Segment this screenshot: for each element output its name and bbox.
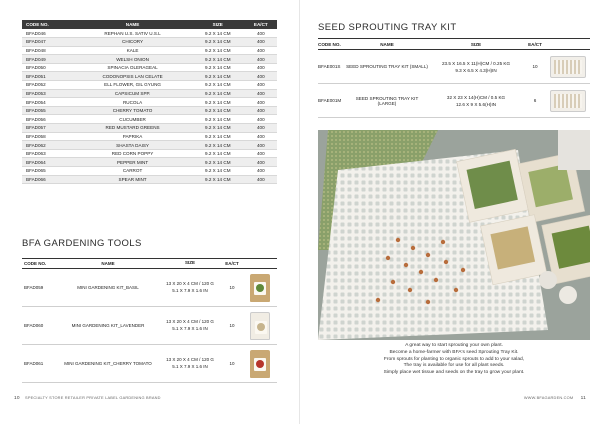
caption-line: A great way to start sprouting your own plant.	[405, 343, 503, 348]
tray-thumbnail	[546, 56, 590, 78]
tray-header-code: CODE NO.	[318, 41, 341, 47]
website-text: WWW.BFAGARDEN.COM	[523, 395, 574, 400]
tray-header-name: NAME	[380, 41, 394, 47]
tool-size-metric: 13 X 20 X 4 CM / 120 G	[166, 281, 214, 286]
seed-name: SPEAR MINT	[74, 175, 191, 184]
tool-row	[22, 307, 277, 345]
seed-ea: 400	[245, 38, 277, 47]
seed-ea: 400	[245, 158, 277, 167]
seed-row	[22, 132, 277, 141]
right-page-number: 11	[580, 396, 586, 401]
seed-row	[22, 98, 277, 107]
seed-table-header	[22, 20, 277, 29]
tray-name: SEED SPROUTING TRAY KIT (LARGE)	[355, 95, 419, 106]
seed-table-body	[22, 29, 277, 184]
seed-ea: 400	[245, 63, 277, 72]
pouch-icon	[250, 350, 270, 378]
seed-ea: 400	[245, 98, 277, 107]
seed-size: 9.2 X 14 CM	[191, 158, 245, 167]
tray-ea: 10	[532, 64, 538, 69]
tray-size	[428, 60, 524, 74]
seed-name: RED MUSTARD GREENS	[74, 124, 191, 133]
left-page-number: 10	[14, 396, 20, 401]
tool-row	[22, 269, 277, 307]
left-footer	[14, 395, 161, 401]
seed-code: BFAD052	[22, 81, 74, 90]
seed-name: RUCOLA	[74, 98, 191, 107]
tools-header-code: CODE NO.	[24, 261, 47, 266]
header-size: SIZE	[191, 20, 245, 29]
seed-code: BFAD057	[22, 124, 74, 133]
seed-ea: 400	[245, 149, 277, 158]
tool-size-imperial: 5.1 X 7.9 X 1.6 IN	[172, 363, 208, 369]
seed-row	[22, 158, 277, 167]
seed-size: 9.2 X 14 CM	[191, 167, 245, 176]
seed-ea: 400	[245, 29, 277, 38]
seed-code: BFAD055	[22, 106, 74, 115]
seed-code: BFAD048	[22, 46, 74, 55]
tray-code: BFAE001M	[318, 98, 342, 103]
tool-code: BFAD061	[24, 361, 44, 366]
pouch-icon	[250, 274, 270, 302]
kit-pouch-image	[242, 312, 277, 340]
seed-size: 9.2 X 14 CM	[191, 63, 245, 72]
seed-size: 9.2 X 14 CM	[191, 29, 245, 38]
tool-name: MINI GARDENING KIT_CHERRY TOMATO	[64, 361, 152, 366]
tool-ea: 10	[229, 361, 235, 366]
seed-row	[22, 29, 277, 38]
seed-code: BFAD063	[22, 149, 74, 158]
seed-name: CARROT	[74, 167, 191, 176]
seed-row	[22, 38, 277, 47]
tools-table-body	[22, 269, 277, 383]
tool-ea: 10	[229, 323, 235, 328]
seed-row	[22, 115, 277, 124]
tool-name: MINI GARDENING KIT_LAVENDER	[71, 323, 145, 328]
seed-row	[22, 63, 277, 72]
seed-ea: 400	[245, 115, 277, 124]
seed-row	[22, 55, 277, 64]
tool-size-imperial: 5.1 X 7.9 X 1.6 IN	[172, 287, 208, 293]
seed-name: CAPSICUM SPP.	[74, 89, 191, 98]
seed-row	[22, 175, 277, 184]
seed-code: BFAD053	[22, 89, 74, 98]
tools-table	[22, 258, 277, 383]
seed-ea: 400	[245, 106, 277, 115]
seed-size: 9.2 X 14 CM	[191, 115, 245, 124]
tools-header-name: NAME	[101, 261, 115, 266]
tools-header-size: SIZE	[184, 260, 195, 266]
seed-row	[22, 72, 277, 81]
seed-table	[22, 20, 277, 184]
tray-size-imperial: 12.6 X 9 X 5.6(H)IN	[455, 101, 497, 107]
header-name: NAME	[74, 20, 191, 29]
tray-photo-illustration	[318, 130, 590, 340]
seed-size: 9.2 X 14 CM	[191, 141, 245, 150]
seed-size: 9.2 X 14 CM	[191, 106, 245, 115]
tray-table	[318, 38, 590, 118]
right-footer	[524, 395, 586, 401]
seed-name: REPHAN U.S. SATIV U.S.L	[74, 29, 191, 38]
seed-size: 9.2 X 14 CM	[191, 46, 245, 55]
tool-size	[158, 357, 222, 370]
seed-code: BFAD062	[22, 141, 74, 150]
seed-name: WELSH ONION	[74, 55, 191, 64]
seed-size: 9.2 X 14 CM	[191, 175, 245, 184]
seed-row	[22, 81, 277, 90]
header-ea: EA/CT	[245, 20, 277, 29]
seed-size: 9.2 X 14 CM	[191, 132, 245, 141]
seed-row	[22, 106, 277, 115]
seed-row	[22, 89, 277, 98]
seed-code: BFAD054	[22, 98, 74, 107]
seed-ea: 400	[245, 81, 277, 90]
seed-name: CODONOPSIS LAN CELATE	[74, 72, 191, 81]
seed-code: BFAD065	[22, 167, 74, 176]
seed-size: 9.2 X 14 CM	[191, 81, 245, 90]
caption-line: Become a home-farmer with BFA's seed Sprouting Tray Kit.	[389, 349, 519, 355]
seed-name: CHERRY TOMATO	[74, 106, 191, 115]
header-code: CODE NO.	[22, 20, 74, 29]
seed-name: SPINACIA OLERAGEAL	[74, 63, 191, 72]
seed-name: CUCUMBER	[74, 115, 191, 124]
seed-ea: 400	[245, 55, 277, 64]
seed-size: 9.2 X 14 CM	[191, 124, 245, 133]
seed-size: 9.2 X 14 CM	[191, 149, 245, 158]
tray-icon	[550, 90, 586, 112]
tray-row	[318, 50, 590, 84]
seed-size: 9.2 X 14 CM	[191, 89, 245, 98]
seed-code: BFAD066	[22, 175, 74, 184]
tools-table-header	[22, 258, 277, 269]
caption-line: Simply place wet tissue and seeds on the tray to grow your plant.	[383, 370, 525, 376]
tools-header-ea: EA/CT	[225, 261, 239, 266]
seed-code: BFAD058	[22, 132, 74, 141]
tray-size-imperial: 9.3 X 6.5 X 4.3(H)IN	[455, 67, 497, 73]
seed-size: 9.2 X 14 CM	[191, 72, 245, 81]
seed-row	[22, 167, 277, 176]
tray-row	[318, 84, 590, 118]
seed-code: BFAD064	[22, 158, 74, 167]
product-caption	[318, 343, 590, 377]
sprouting-tray-title: SEED SPROUTING TRAY KIT	[318, 22, 457, 33]
seed-code: BFAD046	[22, 29, 74, 38]
gardening-tools-title: BFA GARDENING TOOLS	[22, 238, 142, 249]
seed-name: RED CORN POPPY	[74, 149, 191, 158]
pouch-icon	[250, 312, 270, 340]
seed-code: BFAD051	[22, 72, 74, 81]
seed-name: ELL FLOWER, GIL GYUNG	[74, 81, 191, 90]
tray-table-header	[318, 38, 590, 50]
seed-code: BFAD047	[22, 38, 74, 47]
seed-code: BFAD056	[22, 115, 74, 124]
right-page	[300, 0, 600, 424]
kit-pouch-image	[242, 350, 277, 378]
seed-row	[22, 149, 277, 158]
tray-size-metric: 23.5 X 16.5 X 11(H)CM / 0.25 KG	[441, 60, 511, 66]
tool-size-imperial: 5.1 X 7.9 X 1.6 IN	[172, 325, 208, 331]
seed-name: PEPPER MINT	[74, 158, 191, 167]
sprouting-tray-photo	[318, 130, 590, 340]
tray-ea: 6	[533, 98, 537, 103]
tray-table-body	[318, 50, 590, 118]
seed-name: KALE	[74, 46, 191, 55]
caption-line: From sprouts for planting to organic sprouts to add to your salad,	[383, 356, 525, 362]
tool-ea: 10	[229, 285, 235, 290]
seed-name: SHASTA DAISY	[74, 141, 191, 150]
tray-size-metric: 32 X 23 X 14(H)CM / 0.5 KG	[446, 94, 506, 100]
seed-name: CHICORY	[74, 38, 191, 47]
caption-line: The tray is available for use for all plant seeds.	[403, 363, 505, 369]
tool-size	[158, 319, 222, 332]
tray-icon	[550, 56, 586, 78]
tray-thumbnail	[546, 90, 590, 112]
tray-header-size: SIZE	[470, 41, 482, 47]
seed-code: BFAD050	[22, 63, 74, 72]
tool-code: BFAD059	[24, 285, 44, 290]
seed-ea: 400	[245, 175, 277, 184]
seed-name: PAPRIKA	[74, 132, 191, 141]
tool-size-metric: 13 X 20 X 4 CM / 120 G	[166, 357, 214, 362]
seed-code: BFAD049	[22, 55, 74, 64]
seed-size: 9.2 X 14 CM	[191, 38, 245, 47]
seed-row	[22, 46, 277, 55]
tool-name: MINI GARDENING KIT_BASIL	[77, 285, 139, 290]
seed-ea: 400	[245, 124, 277, 133]
tray-name: SEED SPROUTING TRAY KIT (SMALL)	[346, 64, 428, 69]
tray-size	[428, 94, 524, 108]
tray-header-ea: EA/CT	[528, 41, 542, 47]
seed-ea: 400	[245, 132, 277, 141]
seed-ea: 400	[245, 89, 277, 98]
tray-code: BFAE001S	[318, 64, 341, 69]
tool-row	[22, 345, 277, 383]
seed-ea: 400	[245, 46, 277, 55]
seed-size: 9.2 X 14 CM	[191, 98, 245, 107]
left-footer-text: SPECIALTY STORE RETAILER PRIVATE LABEL GARDENING BRAND	[25, 395, 161, 400]
tool-size-metric: 13 X 20 X 4 CM / 120 G	[166, 319, 214, 324]
seed-row	[22, 124, 277, 133]
kit-pouch-image	[242, 274, 277, 302]
tool-code: BFAD060	[24, 323, 44, 328]
seed-size: 9.2 X 14 CM	[191, 55, 245, 64]
tool-size	[158, 281, 222, 294]
seed-ea: 400	[245, 141, 277, 150]
seed-ea: 400	[245, 167, 277, 176]
seed-ea: 400	[245, 72, 277, 81]
seed-row	[22, 141, 277, 150]
